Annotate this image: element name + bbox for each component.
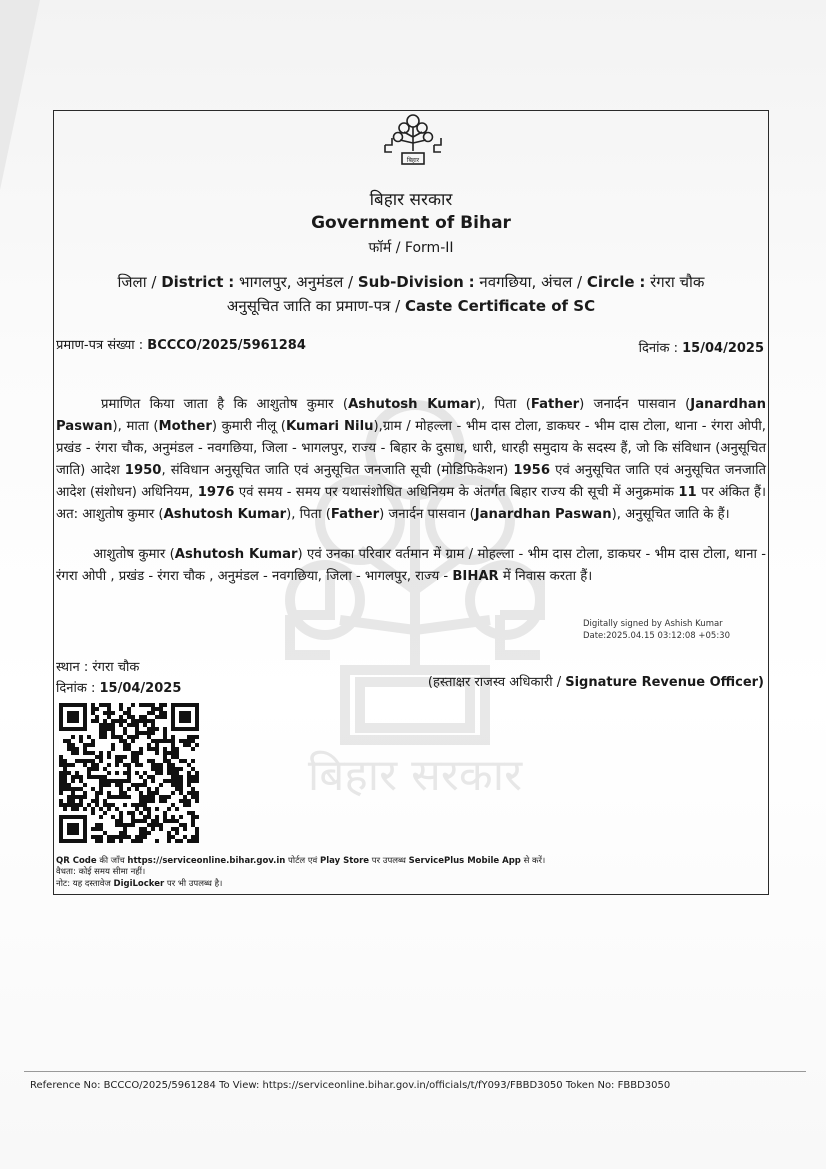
qr-note-text-segment: से करें। — [520, 856, 546, 866]
residence-text-segment: BIHAR — [452, 569, 499, 584]
place-line — [56, 657, 139, 675]
footer-reference: Reference No: BCCCO/2025/5961284 To View: https://serviceonline.bihar.gov.in/officials/t/fY093/FBBD3050 Token No: FBBD3050 — [30, 1080, 671, 1091]
certification-text-segment: Kumari Nilu — [285, 419, 374, 434]
certification-text-segment: ), पिता ( — [475, 397, 531, 412]
form-label-en: Form-II — [404, 240, 454, 256]
place-date-line — [56, 678, 181, 696]
certificate-type: अनुसूचित जाति का प्रमाण-पत्र / Caste Certificate of SC — [226, 297, 596, 315]
qr-note-text-segment: Play Store — [319, 856, 370, 866]
title-english: Government of Bihar — [311, 213, 511, 233]
location-line: जिला / District : भागलपुर, अनुमंडल / Sub-Division : नवगछिया, अंचल / Circle : रंगरा चौक — [117, 273, 705, 291]
form-label: फॉर्म / Form-II — [368, 240, 454, 256]
signature-label — [428, 672, 764, 690]
form-label-hi: फॉर्म — [368, 240, 392, 256]
certification-text-segment: Ashutosh Kumar — [163, 507, 287, 522]
certification-text-segment: Mother — [158, 419, 212, 434]
certification-text-segment: एवं अनुसूचित जाति एवं अनुसूचित जनजाति आदेश (संशोधन) अधिनियम, — [56, 463, 766, 500]
qr-code[interactable] — [59, 703, 199, 843]
certification-text-segment: ) जनार्दन पासवान ( — [579, 397, 691, 412]
certification-text-segment: 1950 — [124, 463, 162, 478]
certification-text-segment: Janardhan Paswan — [56, 397, 766, 434]
certificate-number-label: प्रमाण-पत्र संख्या : — [56, 338, 144, 353]
district-label-hi: जिला — [117, 273, 147, 291]
circle-label-en: Circle — [586, 273, 635, 291]
subdivision-label-en: Sub-Division — [357, 273, 464, 291]
certification-text-segment: Janardhan Paswan — [474, 507, 612, 522]
digital-signature-date: Date:2025.04.15 03:12:08 +05:30 — [582, 631, 730, 641]
certification-paragraph — [56, 394, 766, 526]
circle-label-hi: अंचल — [541, 273, 573, 291]
certification-text-segment: ), पिता ( — [286, 507, 331, 522]
svg-text:बिहार: बिहार — [406, 157, 420, 164]
place-value: रंगरा चौक — [92, 660, 140, 675]
certification-text-segment: ), अनुसूचित जाति के हैं। — [611, 507, 730, 522]
place-date-label: दिनांक : — [56, 681, 96, 696]
certification-text-segment: एवं समय - समय पर यथासंशोधित अधिनियम के अंतर्गत बिहार राज्य की सूची में अनुक्रमांक — [234, 485, 679, 500]
certification-text-segment: 11 — [678, 485, 697, 500]
place-date-value: 15/04/2025 — [99, 681, 182, 696]
certification-text-segment: प्रमाणित किया जाता है कि आशुतोष कुमार ( — [101, 397, 349, 412]
qr-note-text-segment: पोर्टल एवं — [285, 856, 320, 866]
issue-date-value: 15/04/2025 — [682, 341, 764, 356]
certification-text-segment: Father — [330, 507, 380, 522]
qr-note-text-segment: QR Code — [56, 856, 97, 866]
certification-text-segment: Ashutosh Kumar — [348, 397, 476, 412]
certificate-type-en: Caste Certificate of SC — [405, 297, 596, 315]
certification-text-segment: ) कुमारी नीलू ( — [211, 419, 286, 434]
residence-text-segment: में निवास करता हैं। — [498, 569, 593, 584]
residence-text-segment: Ashutosh Kumar — [174, 547, 298, 562]
subdivision-label-hi: अनुमंडल — [296, 273, 344, 291]
certification-text-segment: 1976 — [197, 485, 235, 500]
certification-text-segment: Father — [530, 397, 580, 412]
residence-text-segment: आशुतोष कुमार ( — [93, 547, 175, 562]
certificate-number — [56, 335, 306, 353]
residence-paragraph — [56, 544, 766, 588]
qr-note-text-segment: की जाँच — [96, 856, 128, 866]
district-value: भागलपुर — [239, 273, 287, 291]
circle-value: रंगरा चौक — [650, 273, 705, 291]
bihar-emblem-icon — [380, 111, 446, 171]
certification-text-segment: पर अंकित हैं। अत: आशुतोष कुमार ( — [56, 485, 766, 522]
residence-text-segment: ) एवं उनका परिवार वर्तमान में ग्राम / मोहल्ला - भीम दास टोला, डाकघर - भीम दास टोला, थाना - रंगरा ओपी , प्रखंड - रंगरा चौक , अनुमंडल - नवगछिया, जिला - भागलपुर, राज्य - — [56, 547, 767, 584]
digital-signature — [583, 618, 730, 642]
qr-verification-note — [56, 856, 545, 867]
certification-text-segment: 1956 — [513, 463, 551, 478]
watermark-text: बिहार सरकार — [307, 750, 523, 801]
place-label: स्थान : — [56, 660, 89, 675]
footer-divider — [24, 1071, 806, 1072]
title-hindi: बिहार सरकार — [369, 190, 453, 210]
digilocker-note-text-segment: नोट: यह दस्तावेज — [56, 879, 114, 889]
folded-corner — [0, 0, 40, 190]
certification-text-segment: ) जनार्दन पासवान ( — [379, 507, 475, 522]
certification-text-segment: , संविधान अनुसूचित जाति एवं अनुसूचित जनजाति सूची (मोडिफिकेशन) — [161, 463, 514, 478]
certificate-number-value: BCCCO/2025/5961284 — [147, 338, 306, 353]
subdivision-value: नवगछिया — [479, 273, 532, 291]
certification-text-segment: ), माता ( — [112, 419, 159, 434]
certificate-type-hi: अनुसूचित जाति का प्रमाण-पत्र — [226, 297, 391, 315]
digilocker-note-text-segment: DigiLocker — [113, 879, 165, 889]
qr-note-text-segment: पर उपलब्ध — [369, 856, 409, 866]
digital-signature-name: Digitally signed by Ashish Kumar — [582, 619, 723, 629]
certification-text-segment: ),ग्राम / मोहल्ला - भीम दास टोला, डाकघर - भीम दास टोला, थाना - रंगरा ओपी, प्रखंड - रंगरा चौक, अनुमंडल - नवगछिया, जिला - भागलपुर, राज्य - बिहार के दुसाध, धारी, धारही समुदाय के सदस्य हैं, जो कि संविधान (अनुसूचित जाति) आदेश — [56, 419, 766, 478]
qr-note-text-segment: ServicePlus Mobile App — [408, 856, 521, 866]
district-label-en: District — [161, 273, 224, 291]
signature-label-hi: (हस्ताक्षर राजस्व अधिकारी / — [427, 675, 562, 690]
issue-date-label: दिनांक : — [638, 341, 678, 356]
digilocker-note — [56, 879, 222, 890]
issue-date — [639, 338, 764, 356]
qr-note-text-segment: https://serviceonline.bihar.gov.in — [127, 856, 286, 866]
signature-label-en: Signature Revenue Officer) — [565, 675, 764, 690]
digilocker-note-text-segment: पर भी उपलब्ध है। — [164, 879, 223, 889]
validity-note: वैधता: कोई समय सीमा नहीं। — [56, 867, 146, 877]
